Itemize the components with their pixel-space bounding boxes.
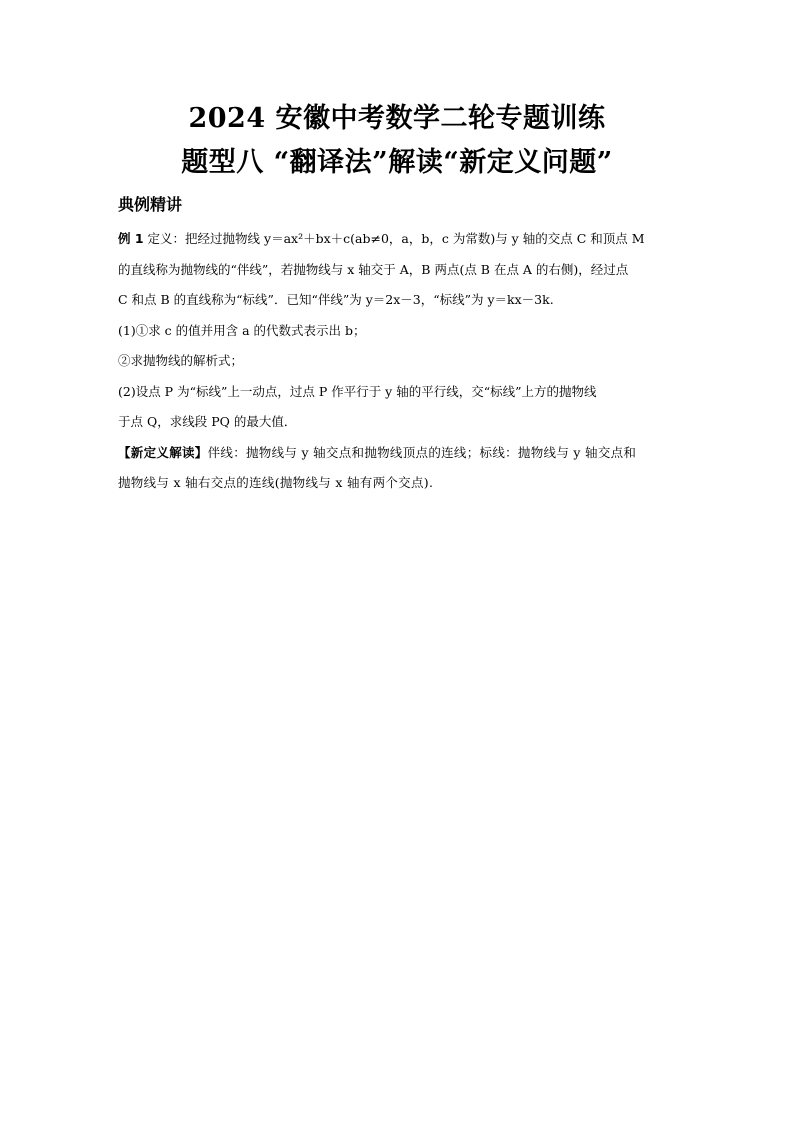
question-1-part-1: (1)①求 c 的值并用含 a 的代数式表示出 b； <box>118 322 366 338</box>
example-line-1 <box>118 224 683 255</box>
question-1-part-2: ②求抛物线的解析式； <box>118 353 244 368</box>
interpretation-line-2: 抛物线与 x 轴右交点的连线(抛物线与 x 轴有两个交点). <box>118 475 434 490</box>
example-line-3: C 和点 B 的直线称为“标线”．已知“伴线”为 y＝2x－3，“标线”为 y＝kx－3k. <box>118 292 554 307</box>
question-2-line-1: (2)设点 P 为“标线”上一动点，过点 P 作平行于 y 轴的平行线，交“标线”上方的抛物线 <box>118 383 597 399</box>
document-subtitle: 题型八 “翻译法”解读“新定义问题” <box>181 147 613 178</box>
interpretation-label: 【新定义解读】 <box>118 444 208 460</box>
question-2-line-2: 于点 Q，求线段 PQ 的最大值． <box>118 414 297 429</box>
example-problem <box>118 224 683 499</box>
example-label: 例 1 <box>118 231 144 246</box>
document-title: 2024 安徽中考数学二轮专题训练 <box>188 103 606 134</box>
interpretation-line-1 <box>118 438 683 469</box>
section-heading: 典例精讲 <box>118 195 183 214</box>
example-line-2: 的直线称为抛物线的“伴线”，若抛物线与 x 轴交于 A，B 两点(点 B 在点 A 的右侧)，经过点 <box>118 261 629 277</box>
example-text: 定义：把经过抛物线 y＝ax²＋bx＋c(ab≠0，a，b，c 为常数)与 y 轴的交点 C 和顶点 M <box>147 231 645 246</box>
interpretation-text: 伴线：抛物线与 y 轴交点和抛物线顶点的连线；标线：抛物线与 y 轴交点和 <box>207 444 637 460</box>
